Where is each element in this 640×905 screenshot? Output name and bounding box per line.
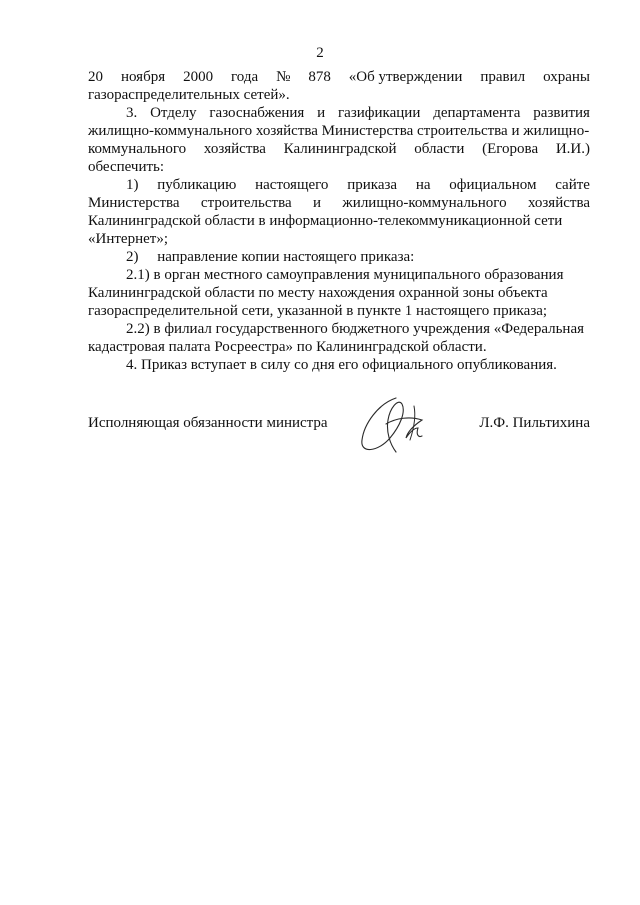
paragraph-3-line-4: «Интернет»; — [88, 231, 168, 247]
handwritten-signature — [356, 394, 436, 460]
signature-block — [88, 414, 590, 474]
paragraph-5-line-3: газораспределительной сети, указанной в пункте 1 настоящего приказа; — [88, 303, 548, 319]
paragraph-6-line-1: 2.2) в филиал государственного бюджетного учреждения «Федеральная — [126, 321, 585, 337]
paragraph-5-line-1: 2.1) в орган местного самоуправления муниципального образования — [126, 267, 564, 283]
signatory-position: Исполняющая обязанности министра — [88, 415, 328, 431]
paragraph-2-line-2: жилищно-коммунального хозяйства Министерства строительства и жилищно- — [88, 123, 590, 139]
paragraph-2-line-3 — [88, 140, 590, 158]
paragraph-7: 4. Приказ вступает в силу со дня его официального опубликования. — [126, 357, 557, 373]
word: 3. — [126, 105, 138, 121]
word: И.И.) — [555, 141, 590, 157]
document-body — [88, 68, 590, 374]
word: газификации — [338, 105, 421, 121]
paragraph-1-line-2: газораспределительных сетей». — [88, 87, 290, 103]
paragraph-6-line-2: кадастровая палата Росреестра» по Калининградской области. — [88, 339, 487, 355]
word: правил — [480, 69, 526, 85]
word: года — [231, 69, 259, 85]
page-number: 2 — [316, 45, 324, 61]
word: газоснабжения — [209, 105, 305, 121]
word: 878 — [308, 69, 331, 85]
word: «Об утверждении — [348, 69, 463, 85]
paragraph-3-line-3: Калининградской области в информационно-телекоммуникационной сети — [88, 213, 563, 229]
word: 20 — [88, 69, 103, 85]
word: жилищно-коммунального — [342, 195, 507, 211]
word: публикацию — [157, 177, 237, 193]
word: 1) — [126, 177, 139, 193]
word: области — [414, 141, 465, 157]
word: № — [276, 69, 291, 85]
word: строительства — [200, 195, 292, 211]
word: (Егорова — [482, 141, 539, 157]
word: коммунального — [88, 141, 187, 157]
word: Отделу — [150, 105, 197, 121]
word: хозяйства — [203, 141, 266, 157]
word: приказа — [347, 177, 398, 193]
word: охраны — [543, 69, 590, 85]
word: и — [313, 195, 322, 211]
word: и — [317, 105, 326, 121]
word: ноября — [120, 69, 166, 85]
word: развития — [533, 105, 590, 121]
word: Министерства — [88, 195, 180, 211]
paragraph-1-line-1 — [88, 68, 590, 86]
word: хозяйства — [527, 195, 590, 211]
word: на — [415, 177, 431, 193]
signatory-name: Л.Ф. Пильтихина — [479, 415, 590, 431]
word: 2000 — [183, 69, 214, 85]
paragraph-3-line-2 — [88, 194, 590, 212]
word: сайте — [555, 177, 590, 193]
paragraph-3-line-1 — [88, 176, 590, 194]
paragraph-2-line-1 — [88, 104, 590, 122]
paragraph-5-line-2: Калининградской области по месту нахождения охранной зоны объекта — [88, 285, 548, 301]
word: настоящего — [255, 177, 329, 193]
word: официальном — [449, 177, 537, 193]
word: Калининградской — [283, 141, 397, 157]
word: департамента — [433, 105, 521, 121]
paragraph-2-line-4: обеспечить: — [88, 159, 165, 175]
paragraph-4: 2) направление копии настоящего приказа: — [126, 249, 415, 265]
